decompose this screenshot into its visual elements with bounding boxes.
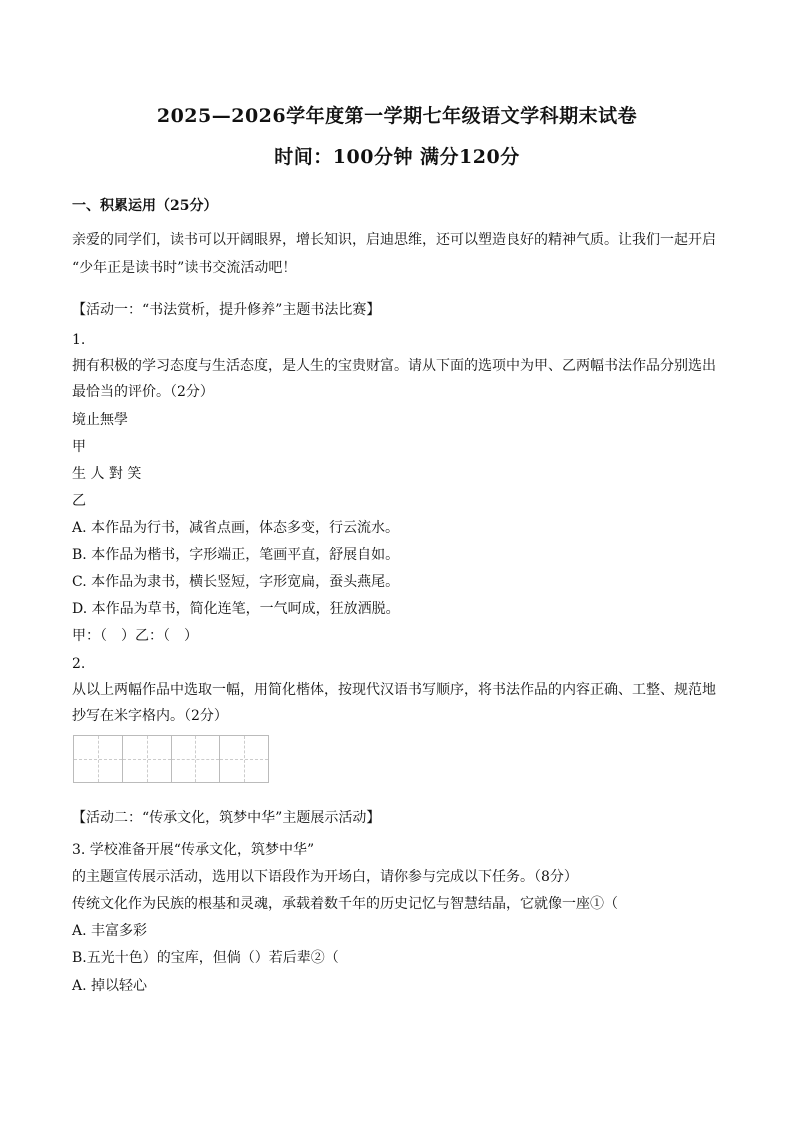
q3-line-2: 的主题宣传展示活动，选用以下语段作为开场白，请你参与完成以下任务。（8分） — [72, 869, 578, 885]
q2-number: 2. — [72, 656, 86, 672]
q2-line-1: 从以上两幅作品中选取一幅，用简化楷体，按现代汉语书写顺序，将书法作品的内容正确、工整、规范地 — [72, 682, 716, 698]
option-a: A. 本作品为行书，减省点画，体态多变，行云流水。 — [72, 520, 400, 536]
exam-subtitle: 时间：100分钟 满分120分 — [274, 146, 520, 168]
grid-cell[interactable] — [74, 736, 123, 782]
answer-line: 甲：（ ）乙：（ ） — [72, 628, 198, 644]
section-heading-1: 一、积累运用（25分） — [72, 198, 218, 214]
activity2-heading: 【活动二：“传承文化，筑梦中华”主题展示活动】 — [72, 810, 381, 826]
calligraphy-work-a-text: 境止無學 — [72, 412, 128, 428]
intro-line-2: “少年正是读书时”读书交流活动吧！ — [72, 260, 297, 276]
q3-option-b1: B.五光十色）的宝库，但倘（）若后辈②（ — [72, 950, 339, 966]
calligraphy-work-b-text: 生 人 對 笑 — [72, 466, 142, 482]
q1-line-1: 拥有积极的学习态度与生活态度，是人生的宝贵财富。请从下面的选项中为甲、乙两幅书法作品分别选出 — [72, 358, 716, 374]
q2-line-2: 抄写在米字格内。（2分） — [72, 708, 228, 724]
intro-line-1: 亲爱的同学们，读书可以开阔眼界，增长知识，启迪思维，还可以塑造良好的精神气质。让我们一起开启 — [72, 232, 716, 248]
writing-grid[interactable] — [73, 735, 269, 783]
q1-line-2: 最恰当的评价。（2分） — [72, 384, 214, 400]
option-b: B. 本作品为楷书，字形端正，笔画平直，舒展自如。 — [72, 547, 400, 563]
grid-cell[interactable] — [123, 736, 172, 782]
q3-option-a1: A. 丰富多彩 — [72, 923, 148, 939]
q1-number: 1. — [72, 332, 86, 348]
grid-cell[interactable] — [172, 736, 221, 782]
calligraphy-work-b-label: 乙 — [72, 493, 86, 509]
grid-cell[interactable] — [220, 736, 268, 782]
activity1-heading: 【活动一：“书法赏析，提升修养”主题书法比赛】 — [72, 302, 381, 318]
exam-title: 2025—2026学年度第一学期七年级语文学科期末试卷 — [156, 105, 638, 127]
option-c: C. 本作品为隶书，横长竖短，字形宽扁，蚕头燕尾。 — [72, 574, 400, 590]
calligraphy-work-a-label: 甲 — [72, 439, 86, 455]
option-d: D. 本作品为草书，简化连笔，一气呵成，狂放洒脱。 — [72, 601, 400, 617]
q3-line-1: 3. 学校准备开展“传承文化，筑梦中华” — [72, 842, 315, 858]
q3-line-3: 传统文化作为民族的根基和灵魂，承载着数千年的历史记忆与智慧结晶，它就像一座①（ — [72, 896, 618, 912]
q3-option-a2: A. 掉以轻心 — [72, 978, 148, 994]
